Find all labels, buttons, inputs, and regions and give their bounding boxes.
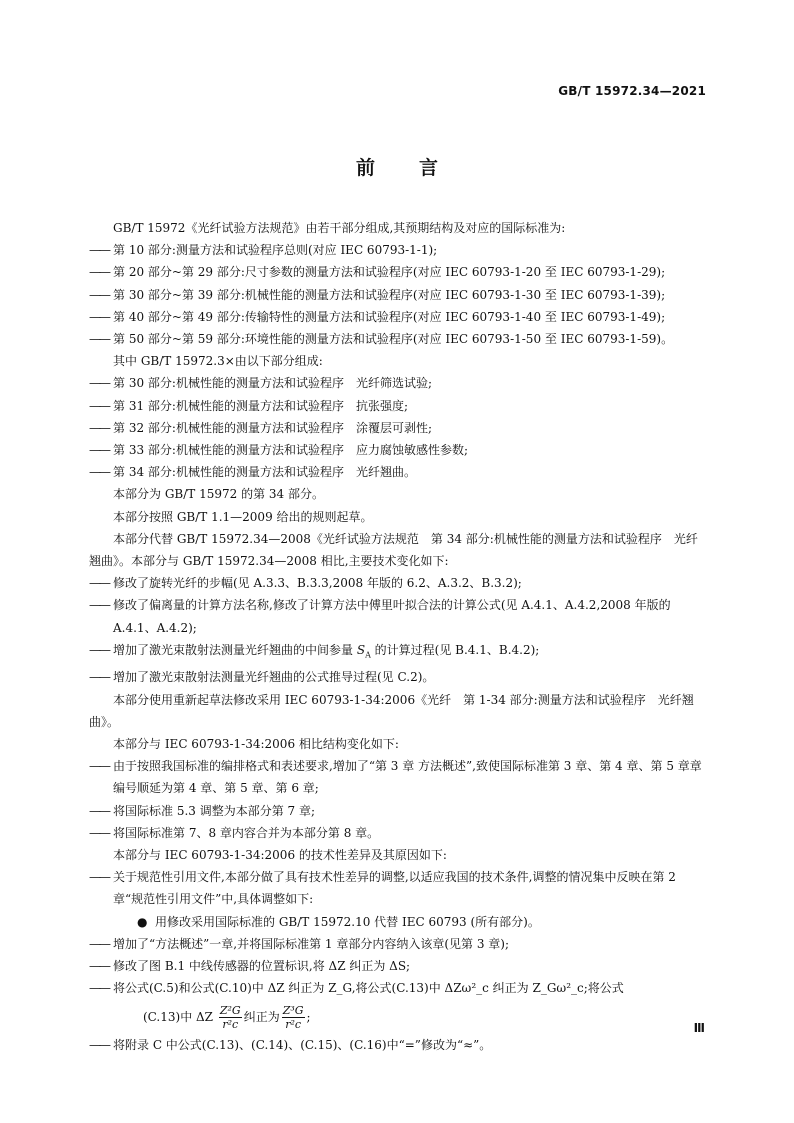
fraction-numerator: Z³G	[282, 1003, 304, 1017]
bullet-item	[89, 911, 706, 933]
dash-marker	[89, 666, 113, 688]
list-item-text: 将公式(C.5)和公式(C.10)中 ΔZ 纠正为 Z_G,将公式(C.13)中 ΔZω²_c 纠正为 Z_Gω²_c;将公式	[113, 981, 624, 996]
dash-marker	[89, 755, 113, 777]
dash-marker	[89, 439, 113, 461]
list-item	[89, 822, 706, 844]
list-item	[89, 977, 706, 999]
list-item	[89, 1034, 706, 1056]
list-item-text: 第 34 部分:机械性能的测量方法和试验程序 光纤翘曲。	[113, 465, 416, 480]
list-item	[89, 755, 706, 799]
list-item-text: 由于按照我国标准的编排格式和表述要求,增加了“第 3 章 方法概述”,致使国际标准第 3 章、第 4 章、第 5 章章编号顺延为第 4 章、第 5 章、第 6 章;	[113, 759, 702, 796]
list-item-text: 关于规范性引用文件,本部分做了具有技术性差异的调整,以适应我国的技术条件,调整的情况集中反映在第 2 章“规范性引用文件”中,具体调整如下:	[113, 870, 676, 907]
dash-marker	[89, 594, 113, 616]
dash-marker	[89, 639, 113, 661]
dash-marker	[89, 955, 113, 977]
title-char-1: 前	[355, 157, 375, 179]
formula-line	[89, 1000, 706, 1034]
paragraph: 本部分代替 GB/T 15972.34—2008《光纤试验方法规范 第 34 部分:机械性能的测量方法和试验程序 光纤翘曲》。本部分与 GB/T 15972.34—2008 相比,主要技术变化如下:	[89, 531, 698, 569]
list-item-text: 将附录 C 中公式(C.13)、(C.14)、(C.15)、(C.16)中“=”修改为“≈”。	[113, 1037, 492, 1052]
list-item-text: 修改了图 B.1 中线传感器的位置标识,将 ΔZ 纠正为 ΔS;	[113, 959, 411, 974]
dash-marker	[89, 261, 113, 283]
list-item-text: 第 31 部分:机械性能的测量方法和试验程序 抗张强度;	[113, 398, 408, 413]
list-item-text: 增加了“方法概述”一章,并将国际标准第 1 章部分内容纳入该章(见第 3 章);	[113, 936, 510, 951]
paragraph: 本部分与 IEC 60793-1-34:2006 的技术性差异及其原因如下:	[113, 848, 447, 863]
fraction	[219, 1004, 242, 1031]
standard-number: GB/T 15972.34—2021	[558, 84, 706, 98]
list-item-text: 修改了旋转光纤的步幅(见 A.3.3、B.3.3,2008 年版的 6.2、A.3.2、B.3.2);	[113, 576, 522, 591]
dash-marker	[89, 372, 113, 394]
list-item	[89, 639, 706, 667]
list-item-text: 第 30 部分:机械性能的测量方法和试验程序 光纤筛选试验;	[113, 376, 432, 391]
list-item-text: 将国际标准 5.3 调整为本部分第 7 章;	[113, 803, 316, 818]
list-item	[89, 439, 706, 461]
fraction	[282, 1004, 305, 1031]
fraction-denominator: r²c	[222, 1017, 239, 1031]
list-item	[89, 594, 706, 638]
list-item-text: 第 40 部分~第 49 部分:传输特性的测量方法和试验程序(对应 IEC 60793-1-40 至 IEC 60793-1-49);	[113, 309, 666, 324]
page-title	[0, 153, 794, 180]
formula-text: 纠正为	[243, 1009, 280, 1024]
list-item-text: 第 10 部分:测量方法和试验程序总则(对应 IEC 60793-1-1);	[113, 243, 438, 258]
list-item-text: 增加了激光束散射法测量光纤翘曲的公式推导过程(见 C.2)。	[113, 670, 435, 685]
list-item	[89, 572, 706, 594]
dash-marker	[89, 800, 113, 822]
list-item	[89, 261, 706, 283]
dash-marker	[89, 328, 113, 350]
fraction-numerator: Z²G	[219, 1003, 241, 1017]
list-item-text: 将国际标准第 7、8 章内容合并为本部分第 8 章。	[113, 825, 380, 840]
paragraph: 本部分为 GB/T 15972 的第 34 部分。	[113, 487, 324, 502]
formula-text: (C.13)中 ΔZ	[143, 1009, 217, 1024]
list-item-text: 修改了偏离量的计算方法名称,修改了计算方法中傅里叶拟合法的计算公式(见 A.4.1、A.4.2,2008 年版的 A.4.1、A.4.2);	[113, 598, 671, 635]
symbol-subscript: A	[365, 650, 371, 660]
fraction-denominator: r²c	[285, 1017, 302, 1031]
bullet-dot: ●	[137, 914, 148, 929]
dash-marker	[89, 933, 113, 955]
list-item	[89, 328, 706, 350]
page-number: Ⅲ	[693, 1021, 705, 1035]
symbol-s: S	[356, 642, 366, 657]
dash-marker	[89, 1034, 113, 1056]
list-item	[89, 866, 706, 910]
list-item-text: 第 33 部分:机械性能的测量方法和试验程序 应力腐蚀敏感性参数;	[113, 443, 468, 458]
dash-marker	[89, 822, 113, 844]
formula-text: ;	[306, 1009, 311, 1024]
list-item	[89, 666, 706, 688]
paragraph: 本部分按照 GB/T 1.1—2009 给出的规则起草。	[113, 509, 373, 524]
list-item-text: 第 20 部分~第 29 部分:尺寸参数的测量方法和试验程序(对应 IEC 60793-1-20 至 IEC 60793-1-29);	[113, 265, 666, 280]
paragraph: 本部分使用重新起草法修改采用 IEC 60793-1-34:2006《光纤 第 1-34 部分:测量方法和试验程序 光纤翘曲》。	[89, 692, 694, 729]
dash-marker	[89, 239, 113, 261]
dash-marker	[89, 866, 113, 888]
list-item	[89, 306, 706, 328]
bullet-text: 用修改采用国际标准的 GB/T 15972.10 代替 IEC 60793 (所有部分)。	[155, 914, 540, 929]
list-item	[89, 417, 706, 439]
list-item	[89, 372, 706, 394]
list-item	[89, 461, 706, 483]
list-item	[89, 284, 706, 306]
foreword-body	[89, 217, 706, 1056]
list-item	[89, 800, 706, 822]
paragraph: 其中 GB/T 15972.3×由以下部分组成:	[113, 354, 323, 369]
list-item	[89, 239, 706, 261]
dash-marker	[89, 572, 113, 594]
paragraph: 本部分与 IEC 60793-1-34:2006 相比结构变化如下:	[113, 737, 399, 752]
list-item-text: 第 32 部分:机械性能的测量方法和试验程序 涂覆层可剥性;	[113, 420, 432, 435]
dash-marker	[89, 284, 113, 306]
list-item-text: 第 50 部分~第 59 部分:环境性能的测量方法和试验程序(对应 IEC 60793-1-50 至 IEC 60793-1-59)。	[113, 332, 674, 347]
dash-marker	[89, 417, 113, 439]
list-item-text: 第 30 部分~第 39 部分:机械性能的测量方法和试验程序(对应 IEC 60793-1-30 至 IEC 60793-1-39);	[113, 287, 666, 302]
list-item	[89, 933, 706, 955]
dash-marker	[89, 395, 113, 417]
list-item-text: 的计算过程(见 B.4.1、B.4.2);	[370, 642, 540, 657]
dash-marker	[89, 977, 113, 999]
title-char-2: 言	[419, 157, 439, 179]
list-item	[89, 395, 706, 417]
list-item	[89, 955, 706, 977]
dash-marker	[89, 461, 113, 483]
dash-marker	[89, 306, 113, 328]
list-item-text: 增加了激光束散射法测量光纤翘曲的中间参量	[113, 642, 357, 657]
paragraph: GB/T 15972《光纤试验方法规范》由若干部分组成,其预期结构及对应的国际标准为:	[113, 221, 566, 235]
